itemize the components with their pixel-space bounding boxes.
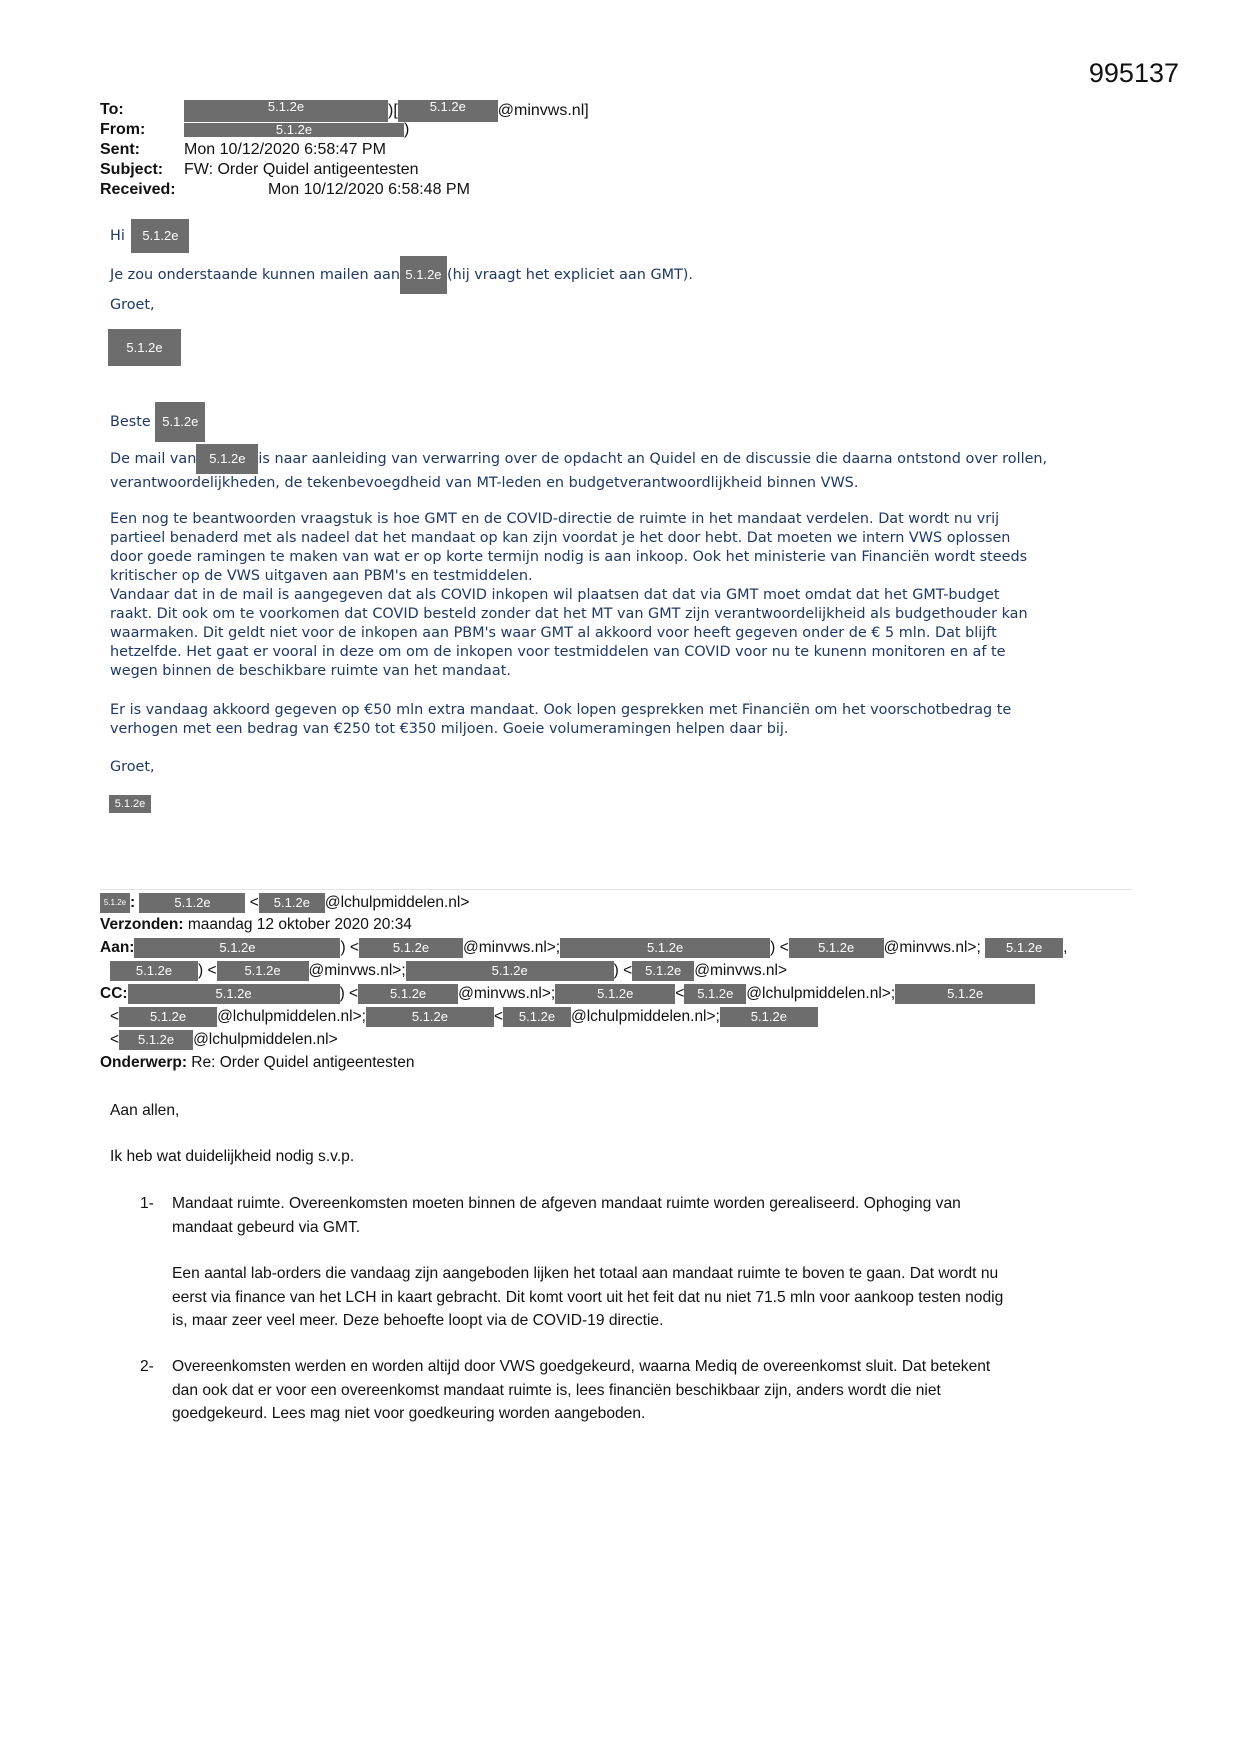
redaction-box: 5.1.2e bbox=[358, 984, 458, 1004]
message3-salutation: Aan allen, bbox=[110, 1102, 180, 1119]
redaction-box: 5.1.2e bbox=[400, 256, 447, 294]
redaction-box: 5.1.2e bbox=[134, 938, 340, 958]
redaction-box: 5.1.2e bbox=[109, 795, 151, 813]
fwd-subject-row: Onderwerp: Re: Order Quidel antigeentesten bbox=[100, 1054, 415, 1071]
message2-salutation bbox=[110, 402, 205, 442]
reply-text-a: Je zou onderstaande kunnen mailen aan bbox=[110, 267, 400, 283]
received-value: Mon 10/12/2020 6:58:48 PM bbox=[268, 181, 470, 198]
redaction-box: 5.1.2e bbox=[110, 961, 198, 981]
redaction-box: 5.1.2e bbox=[359, 938, 463, 958]
redaction-box: 5.1.2e bbox=[217, 961, 309, 981]
redaction-box: 5.1.2e bbox=[119, 1030, 193, 1050]
document-id: 995137 bbox=[1088, 58, 1179, 88]
message2-signature bbox=[109, 795, 151, 813]
reply-line1 bbox=[110, 256, 693, 294]
redaction-box: 5.1.2e bbox=[503, 1007, 571, 1027]
redaction-box: 5.1.2e bbox=[406, 961, 614, 981]
redaction-box: 5.1.2e bbox=[184, 100, 388, 122]
message2-paragraph2: Een nog te beantwoorden vraagstuk is hoe GMT en de COVID-directie de ruimte in het mandaat verdelen. Dat wordt nu vrij partieel benaderd met als nadeel dat het mandaat op kan zijn voordat je het door hebt. Dat moeten we intern VWS oplossen door goede ramingen te maken van wat er op korte termijn nodig is aan inkoop. Ook het ministerie van Financiën wordt steeds kritischer op de VWS uitgaven aan PBM's en testmiddelen. Vandaar dat in de mail is aangegeven dat als COVID inkopen wil plaatsen dat dat via GMT moet omdat dat het GMT-budget raakt. Dit ook om te voorkomen dat COVID besteld zonder dat het MT van GMT zijn verantwoordelijkheid als budgethouder kan waarmaken. Dit geldt niet voor de inkopen aan PBM's waar GMT al akkoord voor heeft gegeven onder de € 5 mln. Dat blijft hetzelfde. Het gaat er vooral in deze om om de inkopen voor testmiddelen van COVID voor nu te kunenn monitoren en af te wegen binnen de beschikbare ruimte van het mandaat. bbox=[110, 511, 1028, 679]
message-divider bbox=[100, 889, 1132, 890]
fwd-cc-row-2: < 5.1.2e @lchulpmiddelen.nl>; 5.1.2e < 5.1.2e @lchulpmiddelen.nl>; 5.1.2e bbox=[110, 1005, 818, 1028]
redaction-box: 5.1.2e bbox=[128, 984, 340, 1004]
message3-intro: Ik heb wat duidelijkheid nodig s.v.p. bbox=[110, 1148, 355, 1165]
to-label: To: bbox=[100, 101, 124, 118]
redaction-box: 5.1.2e bbox=[398, 100, 498, 122]
reply-text-b: (hij vraagt het expliciet aan GMT). bbox=[446, 267, 693, 283]
redaction-box: 5.1.2e bbox=[196, 444, 258, 474]
redaction-box: 5.1.2e bbox=[789, 938, 884, 958]
subject-label: Subject: bbox=[100, 161, 164, 178]
greeting-text: Hi bbox=[110, 228, 125, 244]
redaction-box: 5.1.2e bbox=[632, 961, 694, 981]
fwd-to-row-1: Aan: 5.1.2e ) < 5.1.2e @minvws.nl>; 5.1.2e ) < 5.1.2e @minvws.nl>; 5.1.2e , bbox=[100, 939, 1068, 956]
reply-signature bbox=[108, 329, 181, 366]
redaction-box: 5.1.2e bbox=[720, 1007, 818, 1027]
redaction-box: 5.1.2e bbox=[684, 984, 746, 1004]
from-close: ) bbox=[404, 121, 410, 138]
subject-value: FW: Order Quidel antigeentesten bbox=[184, 161, 419, 178]
redaction-box: 5.1.2e bbox=[184, 123, 404, 137]
redaction-box: 5.1.2e bbox=[119, 1007, 217, 1027]
fwd-cc-row-3: < 5.1.2e @lchulpmiddelen.nl> bbox=[110, 1031, 338, 1048]
fwd-sent-row: Verzonden: maandag 12 oktober 2020 20:34 bbox=[100, 916, 412, 933]
sent-value: Mon 10/12/2020 6:58:47 PM bbox=[184, 141, 386, 158]
list-item-1-sub: Een aantal lab-orders die vandaag zijn aangeboden lijken het totaal aan mandaat ruimte te boven te gaan. Dat wordt nu eerst via finance van het LCH in kaart gebracht. Dit komt voort uit het feit dat nu niet 71.5 mln voor aankoop testen nodig is, maar zeer veel meer. Deze behoefte loopt via de COVID-19 directie. bbox=[172, 1265, 1004, 1329]
sent-label: Sent: bbox=[100, 141, 140, 158]
fwd-cc-row-1: CC: 5.1.2e ) < 5.1.2e @minvws.nl>; 5.1.2e < 5.1.2e @lchulpmiddelen.nl>; 5.1.2e bbox=[100, 982, 1035, 1005]
redaction-box: 5.1.2e bbox=[108, 329, 181, 366]
to-bracket: )[ bbox=[388, 102, 398, 120]
redaction-box: 5.1.2e bbox=[366, 1007, 494, 1027]
fwd-to-row-2: 5.1.2e ) < 5.1.2e @minvws.nl>; 5.1.2e ) < 5.1.2e @minvws.nl> bbox=[110, 959, 787, 982]
redaction-box: 5.1.2e bbox=[560, 938, 770, 958]
reply-greeting bbox=[110, 219, 189, 253]
redaction-box: 5.1.2e bbox=[895, 984, 1035, 1004]
received-label: Received: bbox=[100, 181, 176, 198]
salutation-text: Beste bbox=[110, 414, 151, 430]
fwd-from-row: 5.1.2e : 5.1.2e < 5.1.2e @lchulpmiddelen.nl> bbox=[100, 891, 469, 914]
redaction-box: 5.1.2e bbox=[100, 893, 130, 913]
message2-paragraph3: Er is vandaag akkoord gegeven op €50 mln extra mandaat. Ook lopen gesprekken met Financiën om het voorschotbedrag te verhogen met een bedrag van €250 tot €350 miljoen. Goeie volumeramingen helpen daar bij. bbox=[110, 702, 1012, 737]
redaction-box: 5.1.2e bbox=[139, 893, 245, 913]
redaction-box: 5.1.2e bbox=[555, 984, 675, 1004]
redaction-box: 5.1.2e bbox=[259, 893, 325, 913]
message2-closing: Groet, bbox=[110, 759, 155, 775]
reply-closing: Groet, bbox=[110, 297, 155, 313]
from-label: From: bbox=[100, 121, 146, 138]
redaction-box: 5.1.2e bbox=[155, 402, 205, 442]
to-domain: @minvws.nl] bbox=[497, 102, 589, 120]
message2-paragraph1: De mail van 5.1.2e is naar aanleiding van verwarring over de opdacht an Quidel en de discussie die daarna ontstond over rollen, verantwoordelijkheden, de tekenbevoegdheid van MT-leden en budgetverantwoordlijkheid binnen VWS. bbox=[110, 444, 1140, 493]
redaction-box: 5.1.2e bbox=[985, 938, 1063, 958]
redaction-box: 5.1.2e bbox=[131, 219, 189, 253]
